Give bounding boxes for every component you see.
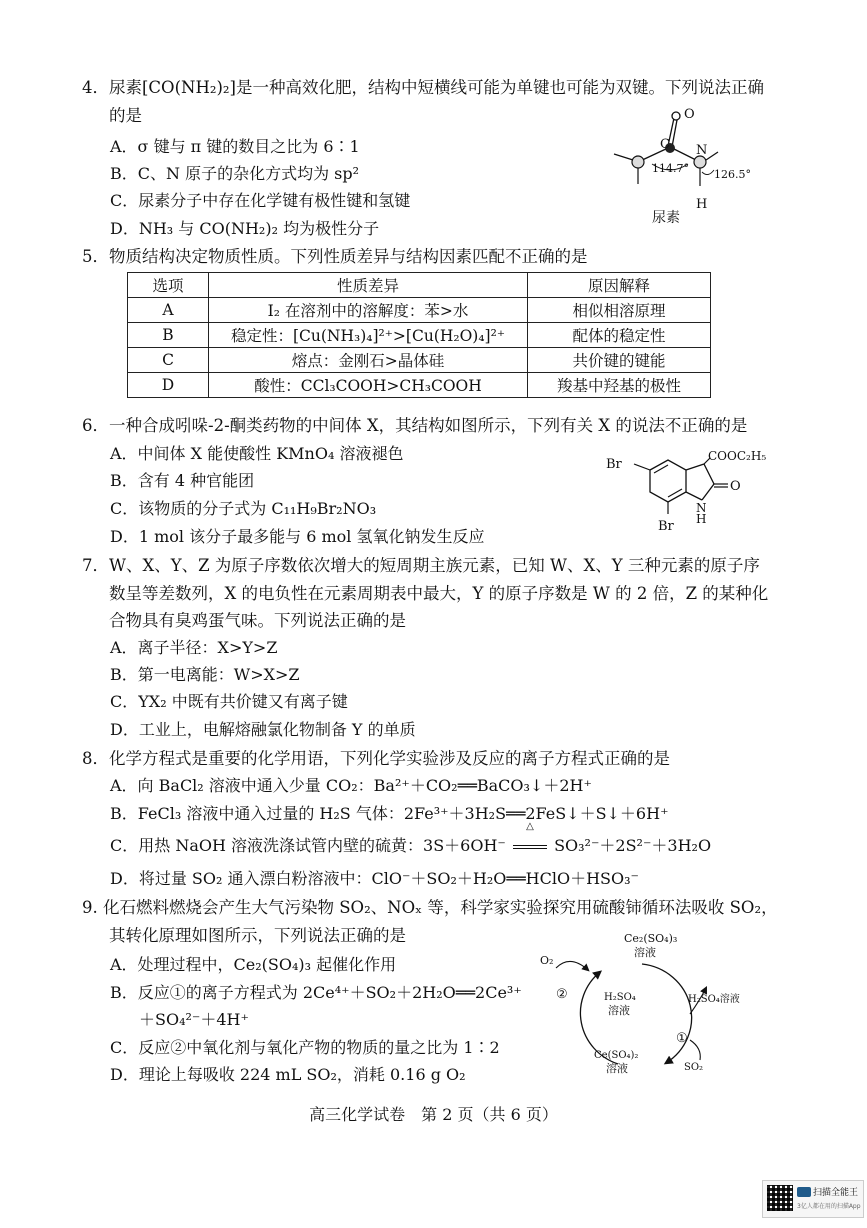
badge-title: 扫描全能王 (813, 1188, 859, 1198)
q9-option-a: A．处理过程中，Ce₂(SO₄)₃ 起催化作用 (110, 955, 397, 974)
q7-option-c: C．YX₂ 中既有共价键又有离子键 (110, 692, 348, 711)
urea-structure-figure (600, 104, 780, 234)
q6-option-b: B．含有 4 种官能团 (110, 471, 255, 490)
table-cell: A (128, 298, 209, 323)
urea-atom-h: H (696, 197, 708, 212)
q7-line3: 合物具有臭鸡蛋气味。下列说法正确的是 (109, 611, 406, 630)
table-cell: 稳定性：[Cu(NH₃)₄]²⁺>[Cu(H₂O)₄]²⁺ (209, 323, 528, 348)
indolinone-br-bottom: Br (658, 519, 674, 534)
q4-stem-line1: 4．尿素[CO(NH₂)₂]是一种高效化肥，结构中短横线可能为单键也可能为双键。下列说法正确 (82, 78, 764, 97)
table-cell: 酸性：CCl₃COOH>CH₃COOH (209, 373, 528, 398)
cycle-top-label-2: 溶液 (634, 946, 656, 959)
scanner-watermark-badge (762, 1180, 864, 1218)
badge-subtitle: 3亿人都在用的扫描App (797, 1203, 861, 1210)
q6-option-c: C．该物质的分子式为 C₁₁H₉Br₂NO₃ (110, 499, 377, 518)
cycle-top-label-1: Ce₂(SO₄)₃ (624, 932, 678, 945)
table-row (128, 323, 711, 348)
table-row (128, 373, 711, 398)
q6-option-d: D．1 mol 该分子最多能与 6 mol 氢氧化钠发生反应 (110, 527, 485, 546)
cycle-bottom-label-2: 溶液 (606, 1062, 628, 1075)
q5-header-option: 选项 (128, 273, 209, 298)
table-cell: 配体的稳定性 (528, 323, 711, 348)
table-cell: B (128, 323, 209, 348)
cerium-cycle-figure (530, 930, 760, 1080)
table-cell: 共价键的键能 (528, 348, 711, 373)
indolinone-carbonyl-o: O (730, 479, 741, 494)
scanner-logo-icon (797, 1187, 811, 1197)
urea-angle-2: 126.5° (714, 168, 751, 181)
cycle-step-2: ② (556, 987, 568, 1002)
q8-option-c (110, 821, 712, 859)
table-cell: 熔点：金刚石>晶体硅 (209, 348, 528, 373)
urea-atom-n: N (696, 143, 708, 158)
cycle-center-label-2: 溶液 (608, 1004, 630, 1017)
urea-angle-1: 114.7° (652, 162, 689, 175)
q8-option-b: B．FeCl₃ 溶液中通入过量的 H₂S 气体：2Fe³⁺＋3H₂S══2FeS↓＋S↓＋6H⁺ (110, 804, 669, 823)
urea-caption: 尿素 (652, 210, 680, 226)
cycle-so2: SO₂ (684, 1062, 704, 1073)
urea-atom-c: C (660, 137, 670, 152)
indolinone-structure-figure (600, 446, 770, 546)
cycle-right-label: H₂SO₄溶液 (688, 994, 740, 1005)
q7-option-b: B．第一电离能：W>X>Z (110, 665, 300, 684)
q5-stem: 5．物质结构决定物质性质。下列性质差异与结构因素匹配不正确的是 (82, 247, 588, 266)
cycle-o2: O₂ (540, 954, 554, 967)
indolinone-n: N (696, 501, 707, 515)
table-row (128, 298, 711, 323)
q7-line2: 数呈等差数列，X 的电负性在元素周期表中最大，Y 的原子序数是 W 的 2 倍，Z 的某种化 (109, 584, 769, 603)
q8-option-a: A．向 BaCl₂ 溶液中通入少量 CO₂：Ba²⁺＋CO₂══BaCO₃↓＋2H⁺ (110, 776, 592, 795)
qr-code-icon (767, 1185, 793, 1211)
q9-line2: 其转化原理如图所示，下列说法正确的是 (109, 926, 406, 945)
q8-stem: 8．化学方程式是重要的化学用语，下列化学实验涉及反应的离子方程式正确的是 (82, 749, 670, 768)
cycle-bottom-label-1: Ce(SO₄)₂ (594, 1050, 639, 1061)
table-cell: C (128, 348, 209, 373)
cycle-step-1: ① (676, 1031, 688, 1046)
table-cell: I₂ 在溶剂中的溶解度：苯>水 (209, 298, 528, 323)
q8-option-c-arrow (511, 821, 549, 859)
indolinone-ester: COOC₂H₅ (708, 449, 767, 463)
q4-option-b: B．C、N 原子的杂化方式均为 sp² (110, 164, 360, 183)
indolinone-h: H (696, 512, 707, 526)
q9-option-c: C．反应②中氧化剂与氧化产物的物质的量之比为 1∶2 (110, 1038, 500, 1057)
q8-option-d: D．将过量 SO₂ 通入漂白粉溶液中：ClO⁻＋SO₂＋H₂O══HClO＋HSO₃⁻ (110, 869, 639, 888)
q4-option-c: C．尿素分子中存在化学键有极性键和氢键 (110, 191, 411, 210)
q6-stem: 6．一种合成吲哚-2-酮类药物的中间体 X，其结构如图所示，下列有关 X 的说法不正确的是 (82, 416, 748, 435)
q4-option-d: D．NH₃ 与 CO(NH₂)₂ 均为极性分子 (110, 219, 380, 238)
heating-condition: △ (526, 821, 534, 832)
cycle-center-label-1: H₂SO₄ (604, 992, 636, 1003)
q8-option-c-right: SO₃²⁻＋2S²⁻＋3H₂O (554, 836, 712, 855)
table-cell: 羧基中羟基的极性 (528, 373, 711, 398)
q4-stem-line2: 的是 (109, 106, 142, 125)
q9-option-d: D．理论上每吸收 224 mL SO₂，消耗 0.16 g O₂ (110, 1065, 466, 1084)
table-cell: D (128, 373, 209, 398)
table-row (128, 348, 711, 373)
q7-line1: 7．W、X、Y、Z 为原子序数依次增大的短周期主族元素，已知 W、X、Y 三种元素的原子序 (82, 556, 760, 575)
q8-option-c-left: C．用热 NaOH 溶液洗涤试管内壁的硫黄：3S＋6OH⁻ (110, 836, 506, 855)
q7-option-a: A．离子半径：X>Y>Z (110, 638, 278, 657)
q5-header-reason: 原因解释 (528, 273, 711, 298)
q6-option-a: A．中间体 X 能使酸性 KMnO₄ 溶液褪色 (110, 444, 404, 463)
q7-option-d: D．工业上，电解熔融氯化物制备 Y 的单质 (110, 720, 416, 739)
q9-option-b-cont: ＋SO₄²⁻＋4H⁺ (139, 1010, 249, 1029)
urea-atom-o: O (684, 107, 695, 122)
q4-option-a: A．σ 键与 π 键的数目之比为 6∶1 (110, 137, 360, 156)
q9-line1: 9. 化石燃料燃烧会产生大气污染物 SO₂、NOₓ 等，科学家实验探究用硫酸铈循环法吸收 SO₂， (82, 898, 778, 917)
q5-table (127, 272, 711, 398)
q9-option-b: B．反应①的离子方程式为 2Ce⁴⁺＋SO₂＋2H₂O══2Ce³⁺ (110, 983, 522, 1002)
indolinone-br-top: Br (606, 457, 622, 472)
table-cell: 相似相溶原理 (528, 298, 711, 323)
q5-table-header (128, 273, 711, 298)
page-footer: 高三化学试卷 第 2 页（共 6 页） (309, 1105, 558, 1124)
q5-header-property: 性质差异 (209, 273, 528, 298)
